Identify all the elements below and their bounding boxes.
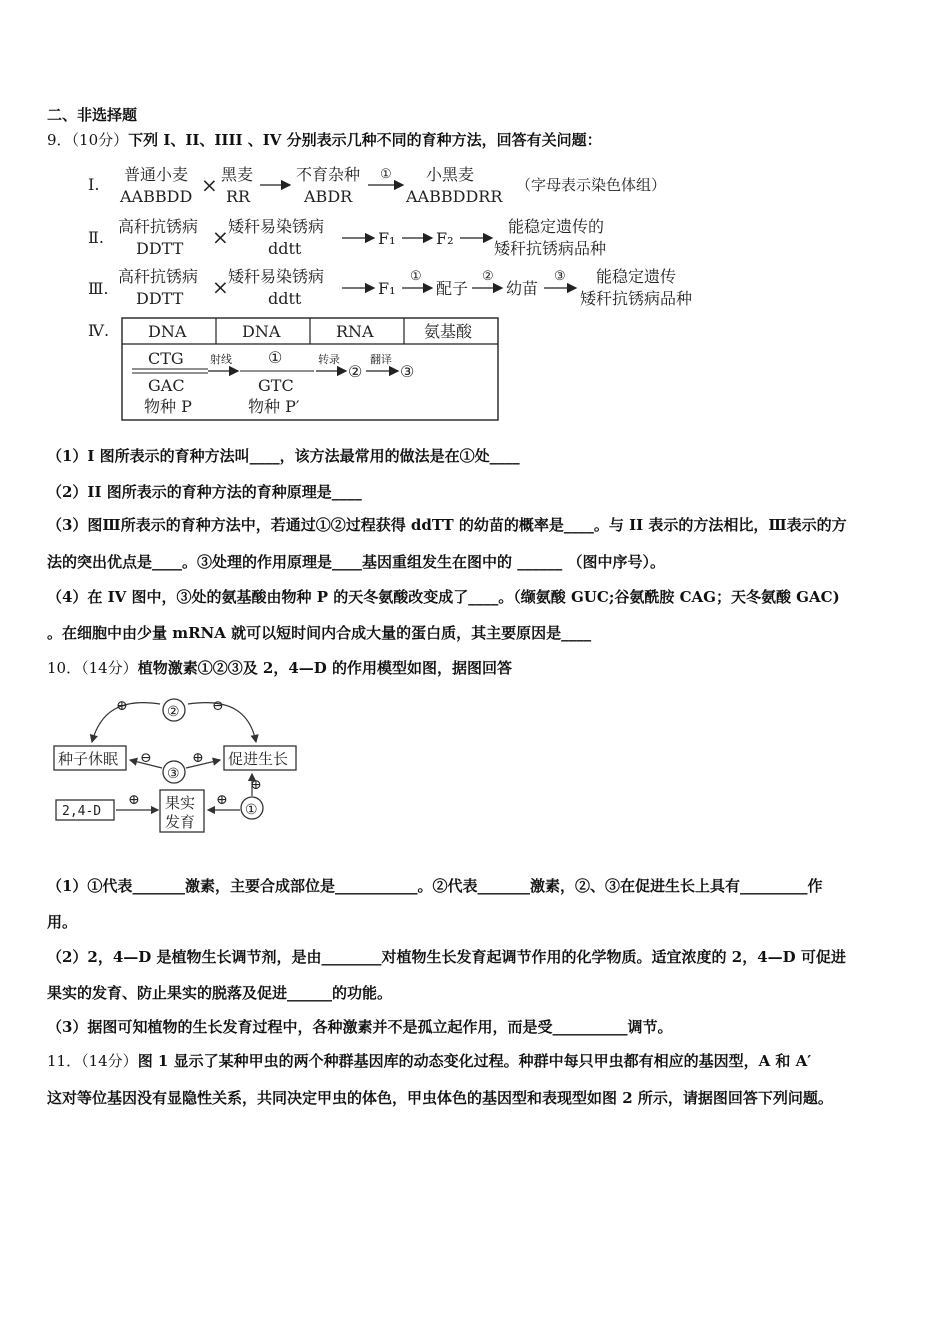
r2-b-top: 矮秆易染锈病 (228, 217, 325, 236)
r1-b-top: 黑麦 (221, 165, 254, 184)
plus-icon: ⊕ (116, 698, 128, 714)
r2-a-top: 高秆抗锈病 (118, 217, 199, 236)
q9-part-4a: （4）在 IV 图中，③处的氨基酸由物种 P 的天冬氨酸改变成了____。（缬氨酸 GUC;谷氨酰胺 CAG；天冬氨酸 GAC) (47, 588, 840, 606)
q10-part-1a: （1）①代表_______激素，主要合成部位是___________。②代表_______激素，②、③在促进生长上具有_________作 (47, 877, 823, 895)
q10-score: （14分） (81, 659, 138, 677)
r3-b-bot: ddtt (268, 289, 302, 308)
r4-header-4: 氨基酸 (424, 322, 473, 341)
q10-part-2a: （2）2，4—D 是植物生长调节剂，是由________对植物生长发育起调节作用的化学物质。适宜浓度的 2，4—D 可促进 (47, 948, 846, 966)
r4-bot-strand-1: GAC (148, 376, 185, 395)
fruit-development-top: 果实 (165, 794, 196, 812)
q9-part-3b: 法的突出优点是____。③处理的作用原理是____基因重组发生在图中的 ______ （图中序号）。 (47, 553, 665, 571)
row2-label: Ⅱ. (88, 228, 104, 247)
hormone-1-label: ① (245, 802, 258, 818)
section-title: 二、非选择题 (47, 106, 138, 124)
q11-stem-b: 这对等位基因没有显隐性关系，共同决定甲虫的体色，甲虫体色的基因型和表现型如图 2 所示，请据图回答下列问题。 (47, 1089, 833, 1107)
r2-b-bot: ddtt (268, 239, 302, 258)
r4-top-strand-1: CTG (148, 349, 184, 368)
minus-icon: ⊖ (140, 750, 152, 766)
q9-score: （10分） (71, 131, 129, 149)
r3-step1: ① (410, 269, 422, 284)
row3-label: Ⅲ. (88, 279, 109, 298)
plus-icon: ⊕ (128, 792, 140, 808)
r4-transcription-label: 转录 (318, 353, 340, 366)
r4-circle-3: ③ (400, 362, 415, 381)
r4-circle-2: ② (348, 362, 363, 381)
hormone-2-label: ② (167, 704, 180, 720)
q9-number: 9． (47, 131, 72, 149)
r1-a-top: 普通小麦 (124, 165, 189, 184)
row1-label: Ⅰ. (88, 175, 100, 194)
q9-part-4b: 。在细胞中由少量 mRNA 就可以短时间内合成大量的蛋白质，其主要原因是____ (47, 624, 592, 642)
r4-species-1: 物种 P (144, 397, 192, 416)
r4-translation-label: 翻译 (370, 353, 392, 366)
fruit-development-bot: 发育 (165, 813, 196, 831)
q10-hormone-figure (50, 692, 310, 842)
q9-part-2: （2）II 图所表示的育种方法的育种原理是____ (47, 483, 362, 501)
q11-number: 11． (47, 1052, 82, 1070)
r2-f2: F₂ (436, 229, 454, 248)
r1-c-bot: ABDR (304, 187, 353, 206)
q10-stem-text: 植物激素①②③及 2，4—D 的作用模型如图，据图回答 (137, 659, 513, 677)
seed-dormancy-label: 种子休眠 (58, 750, 119, 768)
r3-b-top: 矮秆易染锈病 (228, 267, 325, 286)
r4-ray-label: 射线 (210, 353, 232, 366)
r3-step3: ③ (554, 269, 566, 284)
r1-a-bot: AABBDD (120, 187, 193, 206)
q11-stem-text-a: 图 1 显示了某种甲虫的两个种群基因库的动态变化过程。种群中每只甲虫都有相应的基因型，A 和 A′ (137, 1052, 812, 1070)
r3-result-bot: 矮秆抗锈病品种 (580, 289, 693, 308)
q10-number: 10． (47, 659, 82, 677)
q9-stem-text: 下列 I、II、IIII 、IV 分别表示几种不同的育种方法，回答有关问题： (128, 131, 602, 149)
q9-breeding-figure (88, 158, 728, 423)
r1-b-bot: RR (226, 187, 251, 206)
q10-part-3: （3）据图可知植物的生长发育过程中，各种激素并不是孤立起作用，而是受__________调节。 (47, 1018, 673, 1036)
r2-f1: F₁ (378, 229, 396, 248)
minus-icon: ⊖ (212, 698, 224, 714)
cross-icon: × (212, 275, 229, 299)
r3-a-top: 高秆抗锈病 (118, 267, 199, 286)
r4-header-1: DNA (148, 322, 187, 341)
q10-part-1b: 用。 (47, 913, 78, 931)
cross-icon: × (201, 173, 218, 197)
r4-header-3: RNA (336, 322, 374, 341)
r2-result-top: 能稳定遗传的 (508, 217, 605, 236)
hormone-3-label: ③ (167, 766, 180, 782)
q10-part-2b: 果实的发育、防止果实的脱落及促进______的功能。 (47, 984, 393, 1002)
plus-icon: ⊕ (250, 777, 262, 793)
plus-icon: ⊕ (192, 750, 204, 766)
r1-d-top: 小黑麦 (426, 165, 475, 184)
r1-step: ① (380, 167, 392, 182)
plus-icon: ⊕ (216, 792, 228, 808)
r3-step2: ② (482, 269, 494, 284)
q9-part-1: （1）I 图所表示的育种方法叫____，该方法最常用的做法是在①处____ (47, 447, 520, 465)
promote-growth-label: 促进生长 (228, 750, 289, 768)
r2-result-bot: 矮秆抗锈病品种 (494, 239, 607, 258)
r3-gamete: 配子 (436, 279, 469, 298)
q11-score: （14分） (81, 1052, 138, 1070)
q9-stem (47, 129, 602, 150)
cross-icon: × (212, 225, 229, 249)
r1-d-bot: AABBDDRR (406, 187, 503, 206)
r2-a-bot: DDTT (136, 239, 184, 258)
r3-f1: F₁ (378, 279, 396, 298)
q9-part-3a: （3）图Ⅲ所表示的育种方法中，若通过①②过程获得 ddTT 的幼苗的概率是____。与 II 表示的方法相比，Ⅲ表示的方 (47, 516, 847, 534)
r4-top-strand-2: GTC (258, 376, 294, 395)
r1-c-top: 不育杂种 (296, 165, 361, 184)
r1-note: （字母表示染色体组） (516, 176, 667, 194)
r4-circle-1: ① (268, 348, 283, 367)
r3-seedling: 幼苗 (506, 279, 539, 298)
r3-result-top: 能稳定遗传 (596, 267, 677, 286)
q11-stem (47, 1050, 811, 1071)
d24-label: 2,4-D (62, 804, 102, 819)
r4-species-2: 物种 P′ (248, 397, 300, 416)
r4-header-2: DNA (242, 322, 281, 341)
r3-a-bot: DDTT (136, 289, 184, 308)
q10-stem (47, 657, 512, 678)
row4-label: Ⅳ. (88, 321, 110, 340)
